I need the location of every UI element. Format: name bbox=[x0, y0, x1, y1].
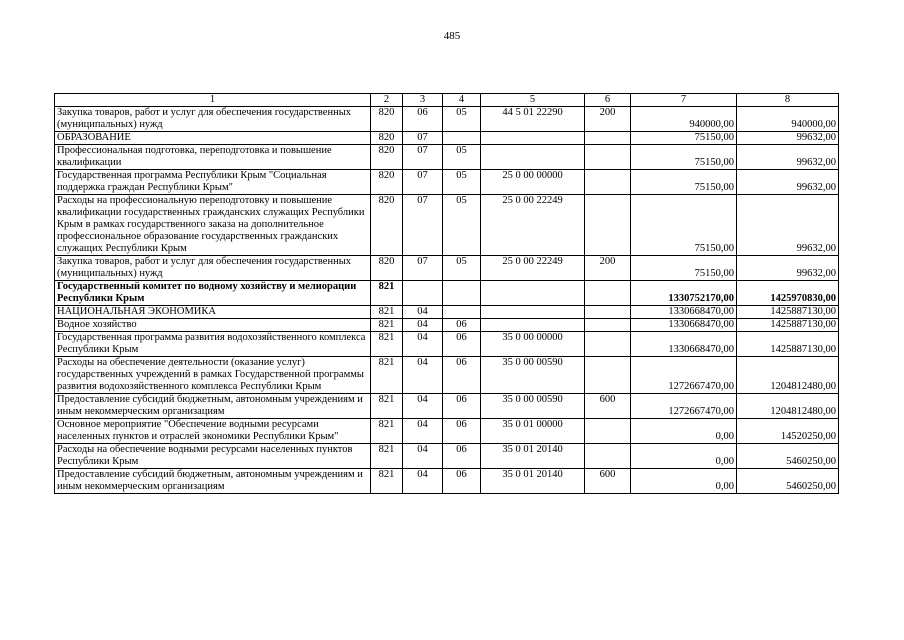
row-target-article-cell bbox=[481, 306, 585, 319]
row-grbs-cell: 820 bbox=[371, 256, 403, 281]
row-amount-year1-cell: 75150,00 bbox=[631, 170, 737, 195]
header-cell: 6 bbox=[585, 94, 631, 107]
row-section-cell: 06 bbox=[403, 107, 443, 132]
row-grbs-cell: 820 bbox=[371, 107, 403, 132]
row-section-cell bbox=[403, 281, 443, 306]
row-name-cell: Водное хозяйство bbox=[55, 319, 371, 332]
row-expense-type-cell bbox=[585, 145, 631, 170]
budget-table bbox=[54, 93, 839, 494]
table-row bbox=[55, 170, 839, 195]
row-amount-year2-cell: 1204812480,00 bbox=[737, 357, 839, 394]
row-section-cell: 04 bbox=[403, 357, 443, 394]
header-cell: 8 bbox=[737, 94, 839, 107]
table-row bbox=[55, 145, 839, 170]
row-expense-type-cell bbox=[585, 306, 631, 319]
row-amount-year1-cell: 0,00 bbox=[631, 444, 737, 469]
row-amount-year2-cell: 1204812480,00 bbox=[737, 394, 839, 419]
table-row bbox=[55, 195, 839, 256]
header-cell: 1 bbox=[55, 94, 371, 107]
row-target-article-cell bbox=[481, 145, 585, 170]
row-target-article-cell: 25 0 00 00000 bbox=[481, 170, 585, 195]
row-subsection-cell: 06 bbox=[443, 394, 481, 419]
row-amount-year2-cell: 5460250,00 bbox=[737, 444, 839, 469]
row-amount-year2-cell: 99632,00 bbox=[737, 145, 839, 170]
row-expense-type-cell bbox=[585, 319, 631, 332]
row-amount-year1-cell: 0,00 bbox=[631, 419, 737, 444]
table-row bbox=[55, 256, 839, 281]
row-section-cell: 07 bbox=[403, 256, 443, 281]
row-target-article-cell: 35 0 00 00000 bbox=[481, 332, 585, 357]
header-cell: 2 bbox=[371, 94, 403, 107]
table-row bbox=[55, 281, 839, 306]
row-subsection-cell: 05 bbox=[443, 256, 481, 281]
table-row bbox=[55, 319, 839, 332]
table-row bbox=[55, 394, 839, 419]
row-name-cell: Предоставление субсидий бюджетным, автономным учреждениям и иным некоммерческим организациям bbox=[55, 394, 371, 419]
row-name-cell: Профессиональная подготовка, переподготовка и повышение квалификации bbox=[55, 145, 371, 170]
row-subsection-cell: 06 bbox=[443, 357, 481, 394]
row-name-cell: Закупка товаров, работ и услуг для обеспечения государственных (муниципальных) нужд bbox=[55, 107, 371, 132]
table-row bbox=[55, 444, 839, 469]
row-expense-type-cell: 600 bbox=[585, 394, 631, 419]
table-header bbox=[55, 94, 839, 107]
row-subsection-cell: 05 bbox=[443, 195, 481, 256]
row-name-cell: Расходы на обеспечение водными ресурсами населенных пунктов Республики Крым bbox=[55, 444, 371, 469]
row-amount-year2-cell: 99632,00 bbox=[737, 256, 839, 281]
table-row bbox=[55, 419, 839, 444]
row-expense-type-cell: 600 bbox=[585, 469, 631, 494]
row-expense-type-cell: 200 bbox=[585, 107, 631, 132]
row-name-cell: Государственная программа развития водохозяйственного комплекса Республики Крым bbox=[55, 332, 371, 357]
row-grbs-cell: 820 bbox=[371, 195, 403, 256]
table-row bbox=[55, 107, 839, 132]
row-amount-year1-cell: 940000,00 bbox=[631, 107, 737, 132]
row-target-article-cell: 35 0 00 00590 bbox=[481, 394, 585, 419]
row-section-cell: 07 bbox=[403, 195, 443, 256]
row-amount-year1-cell: 1272667470,00 bbox=[631, 357, 737, 394]
row-subsection-cell: 05 bbox=[443, 170, 481, 195]
row-amount-year2-cell: 99632,00 bbox=[737, 170, 839, 195]
row-subsection-cell: 06 bbox=[443, 469, 481, 494]
row-section-cell: 04 bbox=[403, 306, 443, 319]
row-amount-year2-cell: 1425887130,00 bbox=[737, 306, 839, 319]
row-amount-year1-cell: 75150,00 bbox=[631, 195, 737, 256]
row-name-cell: Основное мероприятие "Обеспечение водными ресурсами населенных пунктов и отраслей экономики Республики Крым" bbox=[55, 419, 371, 444]
row-target-article-cell: 35 0 00 00590 bbox=[481, 357, 585, 394]
row-subsection-cell: 05 bbox=[443, 145, 481, 170]
header-cell: 3 bbox=[403, 94, 443, 107]
row-section-cell: 04 bbox=[403, 469, 443, 494]
row-name-cell: НАЦИОНАЛЬНАЯ ЭКОНОМИКА bbox=[55, 306, 371, 319]
header-cell: 5 bbox=[481, 94, 585, 107]
row-expense-type-cell bbox=[585, 195, 631, 256]
row-grbs-cell: 821 bbox=[371, 281, 403, 306]
row-amount-year1-cell: 1330668470,00 bbox=[631, 306, 737, 319]
row-grbs-cell: 820 bbox=[371, 145, 403, 170]
row-name-cell: Предоставление субсидий бюджетным, автономным учреждениям и иным некоммерческим организациям bbox=[55, 469, 371, 494]
row-subsection-cell: 06 bbox=[443, 444, 481, 469]
row-grbs-cell: 820 bbox=[371, 132, 403, 145]
row-amount-year2-cell: 14520250,00 bbox=[737, 419, 839, 444]
row-grbs-cell: 821 bbox=[371, 419, 403, 444]
row-section-cell: 07 bbox=[403, 145, 443, 170]
row-amount-year1-cell: 75150,00 bbox=[631, 145, 737, 170]
row-target-article-cell: 35 0 01 20140 bbox=[481, 469, 585, 494]
row-grbs-cell: 821 bbox=[371, 469, 403, 494]
row-target-article-cell: 25 0 00 22249 bbox=[481, 256, 585, 281]
row-name-cell: Государственный комитет по водному хозяйству и мелиорации Республики Крым bbox=[55, 281, 371, 306]
row-amount-year1-cell: 1330668470,00 bbox=[631, 332, 737, 357]
row-amount-year1-cell: 1272667470,00 bbox=[631, 394, 737, 419]
table-row bbox=[55, 132, 839, 145]
row-amount-year2-cell: 940000,00 bbox=[737, 107, 839, 132]
row-amount-year1-cell: 75150,00 bbox=[631, 132, 737, 145]
row-name-cell: Расходы на профессиональную переподготовку и повышение квалификации государственных гражданских служащих Республики Крым в рамках государственного заказа на дополнительное профессиональное образование государственных гражданских служащих Республики Крым bbox=[55, 195, 371, 256]
row-target-article-cell: 44 5 01 22290 bbox=[481, 107, 585, 132]
table-row bbox=[55, 306, 839, 319]
row-target-article-cell bbox=[481, 132, 585, 145]
row-subsection-cell: 06 bbox=[443, 319, 481, 332]
row-section-cell: 04 bbox=[403, 332, 443, 357]
table-row bbox=[55, 332, 839, 357]
row-subsection-cell bbox=[443, 281, 481, 306]
row-grbs-cell: 821 bbox=[371, 306, 403, 319]
row-section-cell: 04 bbox=[403, 419, 443, 444]
row-expense-type-cell bbox=[585, 170, 631, 195]
header-cell: 4 bbox=[443, 94, 481, 107]
row-grbs-cell: 821 bbox=[371, 319, 403, 332]
row-amount-year2-cell: 1425887130,00 bbox=[737, 319, 839, 332]
row-amount-year1-cell: 75150,00 bbox=[631, 256, 737, 281]
row-subsection-cell: 06 bbox=[443, 332, 481, 357]
table-row bbox=[55, 357, 839, 394]
row-expense-type-cell bbox=[585, 132, 631, 145]
row-expense-type-cell bbox=[585, 357, 631, 394]
row-amount-year1-cell: 1330668470,00 bbox=[631, 319, 737, 332]
row-target-article-cell bbox=[481, 319, 585, 332]
table-row bbox=[55, 469, 839, 494]
row-section-cell: 04 bbox=[403, 394, 443, 419]
row-grbs-cell: 821 bbox=[371, 332, 403, 357]
row-target-article-cell: 35 0 01 00000 bbox=[481, 419, 585, 444]
row-section-cell: 04 bbox=[403, 444, 443, 469]
row-expense-type-cell bbox=[585, 419, 631, 444]
row-section-cell: 07 bbox=[403, 170, 443, 195]
row-name-cell: ОБРАЗОВАНИЕ bbox=[55, 132, 371, 145]
row-grbs-cell: 820 bbox=[371, 170, 403, 195]
row-amount-year2-cell: 1425970830,00 bbox=[737, 281, 839, 306]
row-target-article-cell: 35 0 01 20140 bbox=[481, 444, 585, 469]
row-expense-type-cell: 200 bbox=[585, 256, 631, 281]
row-grbs-cell: 821 bbox=[371, 357, 403, 394]
row-grbs-cell: 821 bbox=[371, 444, 403, 469]
row-subsection-cell: 05 bbox=[443, 107, 481, 132]
row-expense-type-cell bbox=[585, 332, 631, 357]
row-expense-type-cell bbox=[585, 444, 631, 469]
row-amount-year1-cell: 0,00 bbox=[631, 469, 737, 494]
page-number: 485 bbox=[443, 30, 461, 42]
row-name-cell: Расходы на обеспечение деятельности (оказание услуг) государственных учреждений в рамках Государственной программы развития водохозяйственного комплекса Республики Крым bbox=[55, 357, 371, 394]
row-target-article-cell: 25 0 00 22249 bbox=[481, 195, 585, 256]
header-cell: 7 bbox=[631, 94, 737, 107]
row-subsection-cell bbox=[443, 132, 481, 145]
row-grbs-cell: 821 bbox=[371, 394, 403, 419]
row-name-cell: Государственная программа Республики Крым "Социальная поддержка граждан Республики Крым" bbox=[55, 170, 371, 195]
row-expense-type-cell bbox=[585, 281, 631, 306]
row-amount-year2-cell: 1425887130,00 bbox=[737, 332, 839, 357]
row-section-cell: 04 bbox=[403, 319, 443, 332]
row-name-cell: Закупка товаров, работ и услуг для обеспечения государственных (муниципальных) нужд bbox=[55, 256, 371, 281]
row-amount-year2-cell: 99632,00 bbox=[737, 132, 839, 145]
table-body bbox=[55, 107, 839, 494]
row-subsection-cell: 06 bbox=[443, 419, 481, 444]
row-section-cell: 07 bbox=[403, 132, 443, 145]
row-amount-year2-cell: 99632,00 bbox=[737, 195, 839, 256]
row-subsection-cell bbox=[443, 306, 481, 319]
row-amount-year2-cell: 5460250,00 bbox=[737, 469, 839, 494]
row-target-article-cell bbox=[481, 281, 585, 306]
row-amount-year1-cell: 1330752170,00 bbox=[631, 281, 737, 306]
